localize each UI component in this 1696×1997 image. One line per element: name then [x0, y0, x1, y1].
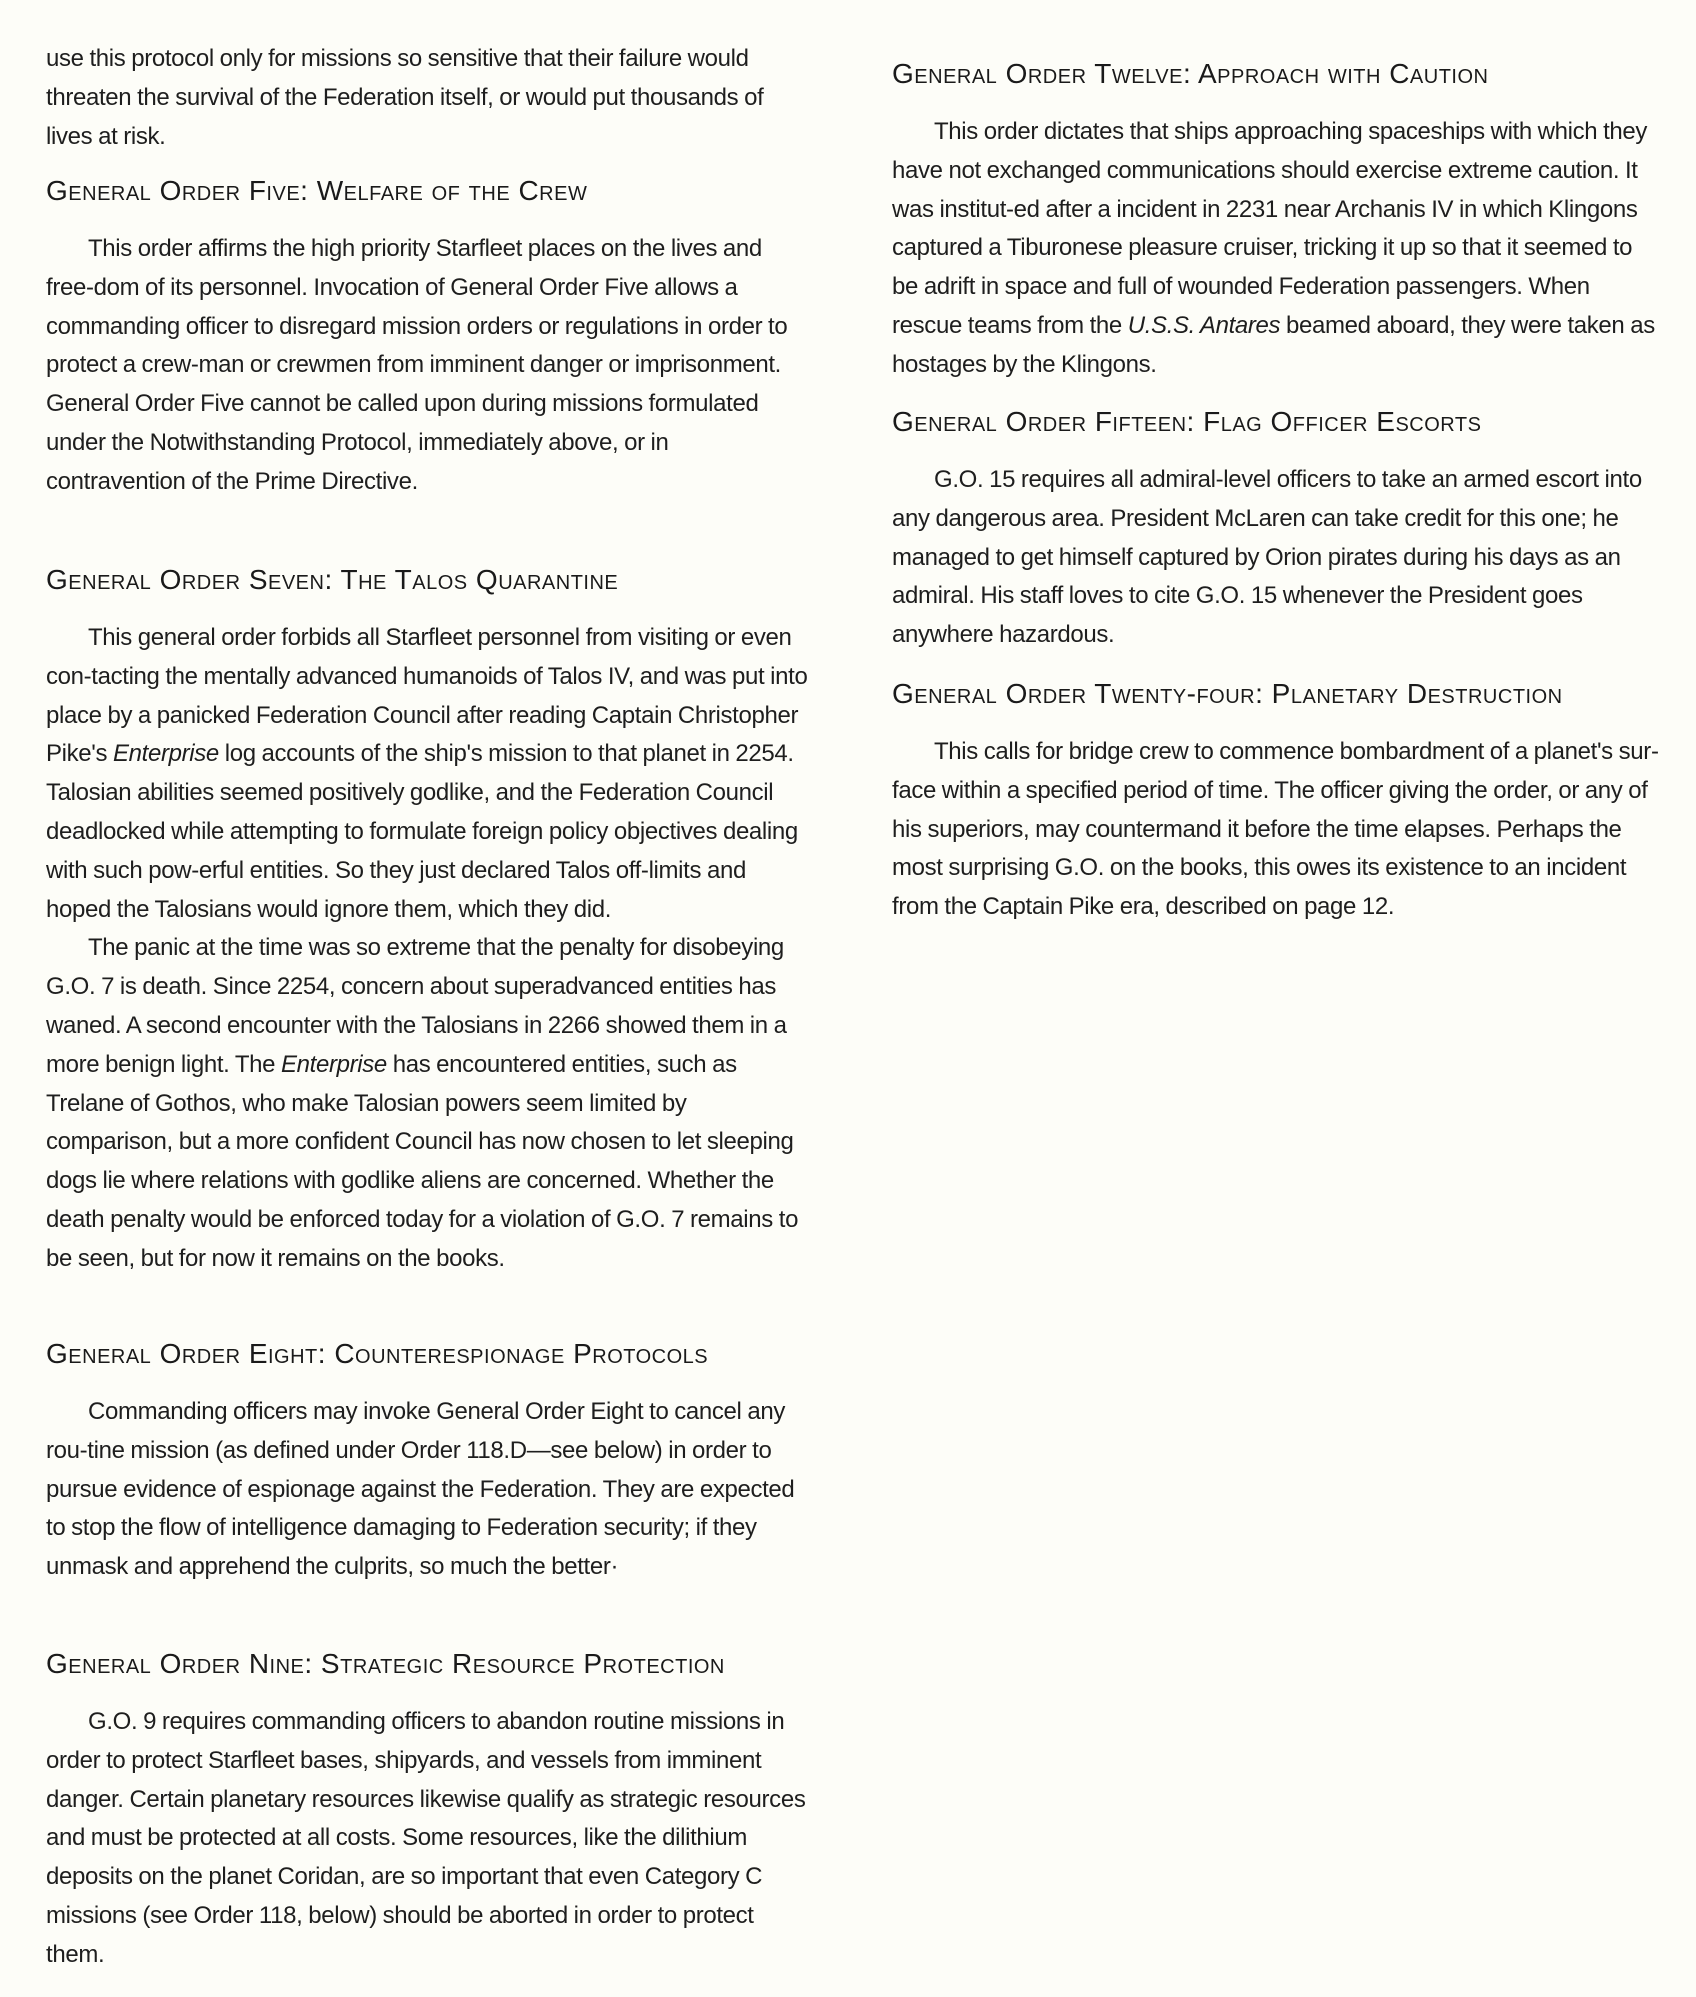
text-run: This order dictates that ships approaching spaceships with which they have not exchanged communications should exercise extreme caution. It was institut-ed after a incident in 2231 near Archanis IV in which Klingons captured a Tiburonese pleasure cruiser, tricking it up so that it seemed to be adrift in space and full of wounded Federation passengers. When rescue teams from the: [892, 118, 1648, 339]
intro-section: [46, 40, 808, 156]
section-general-order-fifteen: [892, 405, 1662, 655]
section-paragraph: [46, 929, 808, 1278]
section-heading: General Order Five: Welfare of the Crew: [46, 175, 588, 206]
intro-paragraph: use this protocol only for missions so sensitive that their failure would threaten the survival of the Federation itself, or would put thousands of lives at risk.: [46, 45, 764, 150]
section-paragraph: This calls for bridge crew to commence bombardment of a planet's sur-face within a specified period of time. The officer giving the order, or any of his superiors, may countermand it before the time elapses. Perhaps the most surprising G.O. on the books, this owes its existence to an incident from the Captain Pike era, described on page 12.: [892, 738, 1659, 921]
text-run: log accounts of the ship's mission to that planet in 2254. Talosian abilities seemed positively godlike, and the Federation Council deadlocked while attempting to formulate foreign policy objectives dealing with such pow-erful entities. So they just declared Talos off-limits and hoped the Talosians would ignore them, which they did.: [46, 740, 798, 923]
section-general-order-twenty-four: [892, 677, 1662, 927]
section-general-order-eight: [46, 1337, 808, 1587]
italic-ship-name: U.S.S. Antares: [1127, 311, 1281, 339]
section-paragraph: [892, 113, 1662, 385]
section-paragraph: G.O. 9 requires commanding officers to abandon routine missions in order to protect Starfleet bases, shipyards, and vessels from imminent danger. Certain planetary resources likewise qualify as strategic resources and must be protected at all costs. Some resources, like the dilithium deposits on the planet Coridan, are so important that even Category C missions (see Order 118, below) should be aborted in order to protect them.: [46, 1708, 806, 1968]
text-run: This general order forbids all Starfleet personnel from visiting or even con-tacting the mentally advanced humanoids of Talos IV, and was put into place by a panicked Federation Council after reading Captain Christopher Pike's: [46, 624, 808, 768]
section-heading: General Order Nine: Strategic Resource Protection: [46, 1648, 725, 1679]
section-paragraph: Commanding officers may invoke General Order Eight to cancel any rou-tine mission (as defined under Order 118.D—see below) in order to pursue evidence of espionage against the Federation. They are expected to stop the flow of intelligence damaging to Federation security; if they unmask and apprehend the culprits, so much the better·: [46, 1398, 795, 1581]
section-general-order-seven: [46, 563, 808, 1279]
italic-ship-name: Enterprise: [113, 740, 219, 768]
section-paragraph: This order affirms the high priority Starfleet places on the lives and free-dom of its personnel. Invocation of General Order Five allows a commanding officer to disregard mission orders or regulations in order to protect a crew-man or crewmen from imminent danger or imprisonment. General Order Five cannot be called upon during missions formulated under the Notwithstanding Protocol, immediately above, or in contravention of the Prime Directive.: [46, 235, 788, 495]
section-general-order-five: [46, 174, 808, 502]
text-run: The panic at the time was so extreme that the penalty for disobeying G.O. 7 is death. Since 2254, concern about superadvanced entities has waned. A second encounter with the Talosians in 2266 showed them in a more benign light. The: [46, 934, 787, 1078]
section-paragraph: G.O. 15 requires all admiral-level officers to take an armed escort into any dangerous area. President McLaren can take credit for this one; he managed to get himself captured by Orion pirates during his days as an admiral. His staff loves to cite G.O. 15 whenever the President goes anywhere hazardous.: [892, 466, 1642, 649]
section-heading: General Order Twenty-four: Planetary Destruction: [892, 678, 1563, 709]
section-paragraph: [46, 619, 808, 929]
text-run: beamed aboard, they were taken as hostages by the Klingons.: [892, 311, 1655, 378]
text-run: has encountered entities, such as Trelane of Gothos, who make Talosian powers seem limited by comparison, but a more confident Council has now chosen to let sleeping dogs lie where relations with godlike aliens are concerned. Whether the death penalty would be enforced today for a violation of G.O. 7 remains to be seen, but for now it remains on the books.: [46, 1050, 799, 1272]
section-heading: General Order Eight: Counterespionage Protocols: [46, 1338, 709, 1369]
section-heading: General Order Twelve: Approach with Caution: [892, 58, 1489, 89]
section-general-order-nine: [46, 1647, 808, 1975]
section-heading: General Order Seven: The Talos Quarantine: [46, 564, 619, 595]
section-general-order-twelve: [892, 57, 1662, 385]
section-heading: General Order Fifteen: Flag Officer Escorts: [892, 406, 1482, 437]
italic-ship-name: Enterprise: [281, 1050, 387, 1078]
